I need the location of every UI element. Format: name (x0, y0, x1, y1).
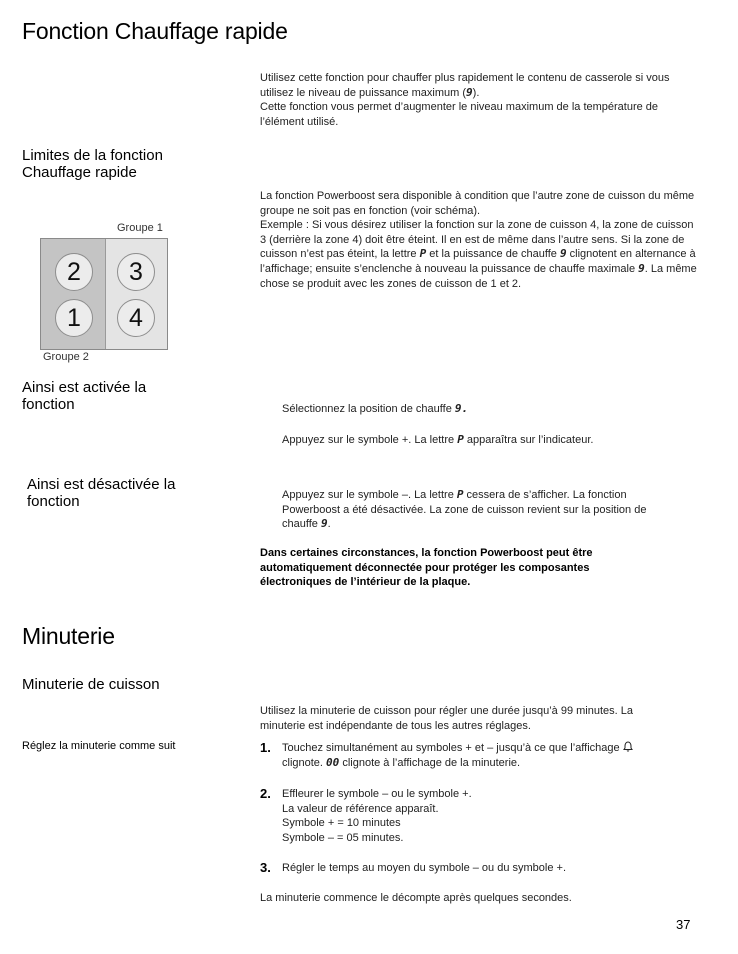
timer-outro: La minuterie commence le décompte après quelques secondes. (260, 892, 572, 904)
timer-step-1: Touchez simultanément au symboles + et – jusqu’à ce que l’affichage clignote. 00 clignote à l’affichage de la minuterie. (282, 741, 702, 770)
page-number: 37 (676, 917, 691, 932)
zone-3: 3 (117, 253, 155, 291)
limits-text: La fonction Powerboost sera disponible à condition que l’autre zone de cuisson du même groupe ne soit pas en fonction (voir schéma). Exemple : Si vous désirez utiliser la fonction sur la zone de cuisson 4, la zone de cuisson 3 (derrière la zone 4) doit être éteint. Il en est de même dans l’autre sens. Si la zone de cuisson n’est pas éteint, la lettre P et la puissance de chauffe 9 clignotent en alternance à l’affichage; ensuite s’enclenche à nouveau la puissance de chauffe maximale 9. La même chose se produit avec les zones de cuisson de 1 et 2. (260, 190, 697, 290)
group1-label: Groupe 1 (117, 222, 163, 234)
step-number: 2. (260, 786, 271, 801)
zone-4: 4 (117, 299, 155, 337)
timer-step-3: Régler le temps au moyen du symbole – ou du symbole +. (282, 862, 567, 874)
intro-text: Utilisez cette fonction pour chauffer plus rapidement le contenu de casserole si vous utilisez le niveau de puissance maximum (9). Cette fonction vous permet d’augmenter le niveau maximum de la température de l’élément utilisé. (260, 72, 670, 128)
bell-icon (623, 741, 633, 752)
deactivate-heading: Ainsi est désactivée la fonction (27, 476, 176, 510)
cooktop-diagram (40, 238, 168, 350)
timer-intro: Utilisez la minuterie de cuisson pour régler une durée jusqu’à 99 minutes. La minuterie est indépendante de tous les autres réglages. (260, 705, 633, 732)
timer-steps-heading: Réglez la minuterie comme suit (22, 740, 176, 752)
limits-heading: Limites de la fonction Chauffage rapide (22, 147, 163, 181)
warning-note: Dans certaines circonstances, la fonction Powerboost peut être automatiquement déconnectée pour protéger les composantes électroniques de l’intérieur de la plaque. (260, 547, 593, 589)
deactivate-text: Appuyez sur le symbole –. La lettre P cessera de s’afficher. La fonction Powerboost a été désactivée. La zone de cuisson revient sur la position de chauffe 9. (282, 488, 647, 531)
page-title: Fonction Chauffage rapide (22, 18, 288, 44)
activate-heading: Ainsi est activée la fonction (22, 379, 147, 413)
activate-step-1: Sélectionnez la position de chauffe 9. (282, 402, 469, 415)
zone-1: 1 (55, 299, 93, 337)
section-title-minuterie: Minuterie (22, 623, 115, 649)
step-number: 1. (260, 740, 271, 755)
zone-2: 2 (55, 253, 93, 291)
timer-step-2: Effleurer le symbole – ou le symbole +. La valeur de référence apparaît. Symbole + = 10 minutes Symbole – = 05 minutes. (282, 788, 472, 844)
step-number: 3. (260, 860, 271, 875)
timer-heading: Minuterie de cuisson (22, 676, 160, 693)
group2-label: Groupe 2 (43, 351, 89, 363)
activate-step-2: Appuyez sur le symbole +. La lettre P apparaîtra sur l’indicateur. (282, 433, 594, 446)
